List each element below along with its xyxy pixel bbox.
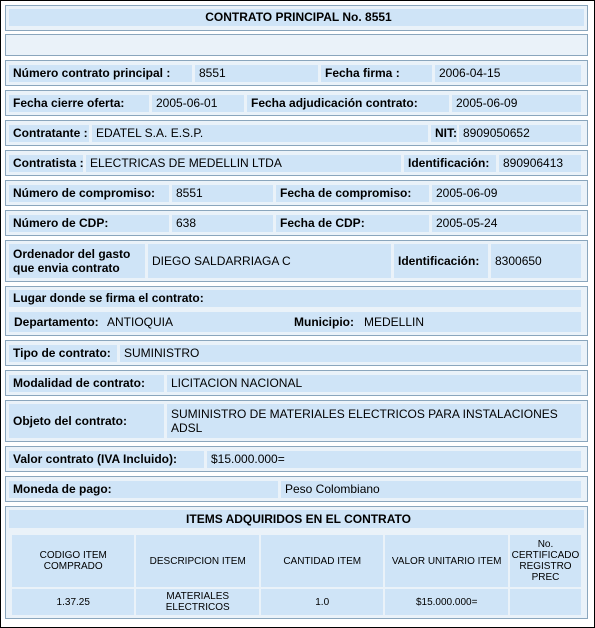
contratante-value: EDATEL S.A. E.S.P. — [92, 125, 428, 142]
item-codigo: 1.37.25 — [12, 589, 134, 615]
fecha-cierre-value: 2005-06-01 — [152, 95, 244, 112]
objeto-value: SUMINISTRO DE MATERIALES ELECTRICOS PARA INSTALACIONES ADSL — [167, 404, 581, 438]
num-compromiso-value: 8551 — [172, 185, 273, 202]
fecha-compromiso-value: 2005-06-09 — [432, 185, 581, 202]
ordenador-label: Ordenador del gasto que envia contrato — [9, 244, 145, 278]
contratista-value: ELECTRICAS DE MEDELLIN LTDA — [86, 155, 401, 172]
num-cdp-label: Número de CDP: — [9, 215, 169, 232]
row-contratante — [5, 120, 588, 146]
modalidad-value: LICITACION NACIONAL — [167, 375, 581, 392]
empty-panel — [5, 34, 588, 56]
moneda-value: Peso Colombiano — [281, 481, 581, 498]
departamento-value: ANTIOQUIA — [99, 312, 286, 332]
row-ordenador — [5, 240, 588, 282]
modalidad-label: Modalidad de contrato: — [9, 375, 164, 392]
num-compromiso-label: Número de compromiso: — [9, 185, 169, 202]
identificacion-ordenador-value: 8300650 — [491, 244, 581, 278]
item-valor-unitario: $15.000.000= — [385, 589, 507, 615]
identificacion-ordenador-label: Identificación: — [394, 244, 488, 278]
identificacion-contratista-value: 890906413 — [499, 155, 581, 172]
title-panel — [5, 5, 588, 31]
tipo-value: SUMINISTRO — [120, 345, 581, 362]
fecha-adjudicacion-value: 2005-06-09 — [452, 95, 581, 112]
fecha-firma-label: Fecha firma : — [321, 65, 432, 82]
tipo-label: Tipo de contrato: — [9, 345, 117, 362]
items-header-row — [12, 535, 581, 587]
fecha-cierre-label: Fecha cierre oferta: — [9, 95, 149, 112]
row-cdp — [5, 210, 588, 236]
valor-value: $15.000.000= — [207, 451, 581, 468]
items-table — [10, 533, 583, 617]
fecha-cdp-label: Fecha de CDP: — [276, 215, 429, 232]
contratante-label: Contratante : — [9, 125, 89, 142]
num-cdp-value: 638 — [172, 215, 273, 232]
row-fechas — [5, 90, 588, 116]
row-contratista — [5, 150, 588, 176]
items-title: ITEMS ADQUIRIDOS EN EL CONTRATO — [9, 510, 584, 528]
contratista-label: Contratista : — [9, 155, 83, 172]
fecha-compromiso-label: Fecha de compromiso: — [276, 185, 429, 202]
nit-value: 8909050652 — [459, 125, 581, 142]
departamento-label: Departamento: — [9, 312, 99, 332]
row-contrato — [5, 60, 588, 86]
identificacion-contratista-label: Identificación: — [404, 155, 496, 172]
valor-label: Valor contrato (IVA Incluido): — [9, 451, 204, 468]
municipio-value: MEDELLIN — [358, 312, 581, 332]
numero-contrato-value: 8551 — [195, 65, 318, 82]
row-lugar — [5, 286, 588, 336]
numero-contrato-label: Número contrato principal : — [9, 65, 192, 82]
row-moneda — [5, 476, 588, 502]
row-tipo — [5, 340, 588, 366]
moneda-label: Moneda de pago: — [9, 481, 278, 498]
municipio-label: Municipio: — [286, 312, 358, 332]
row-objeto — [5, 400, 588, 442]
header-certificado: No. CERTIFICADO REGISTRO PREC — [510, 535, 581, 587]
row-valor — [5, 446, 588, 472]
item-descripcion: MATERIALES ELECTRICOS — [136, 589, 258, 615]
lugar-label: Lugar donde se firma el contrato: — [9, 290, 581, 307]
nit-label: NIT: — [431, 125, 457, 142]
ordenador-value: DIEGO SALDARRIAGA C — [148, 244, 391, 278]
row-modalidad — [5, 370, 588, 396]
header-valor-unitario: VALOR UNITARIO ITEM — [385, 535, 507, 587]
objeto-label: Objeto del contrato: — [9, 404, 164, 438]
items-panel — [5, 506, 588, 619]
fecha-adjudicacion-label: Fecha adjudicación contrato: — [247, 95, 449, 112]
row-compromiso — [5, 180, 588, 206]
fecha-cdp-value: 2005-05-24 — [432, 215, 581, 232]
fecha-firma-value: 2006-04-15 — [435, 65, 581, 82]
header-cantidad: CANTIDAD ITEM — [261, 535, 383, 587]
item-certificado — [510, 589, 581, 615]
page-title: CONTRATO PRINCIPAL No. 8551 — [9, 9, 584, 26]
table-row — [12, 589, 581, 615]
header-codigo: CODIGO ITEM COMPRADO — [12, 535, 134, 587]
item-cantidad: 1.0 — [261, 589, 383, 615]
header-descripcion: DESCRIPCION ITEM — [136, 535, 258, 587]
